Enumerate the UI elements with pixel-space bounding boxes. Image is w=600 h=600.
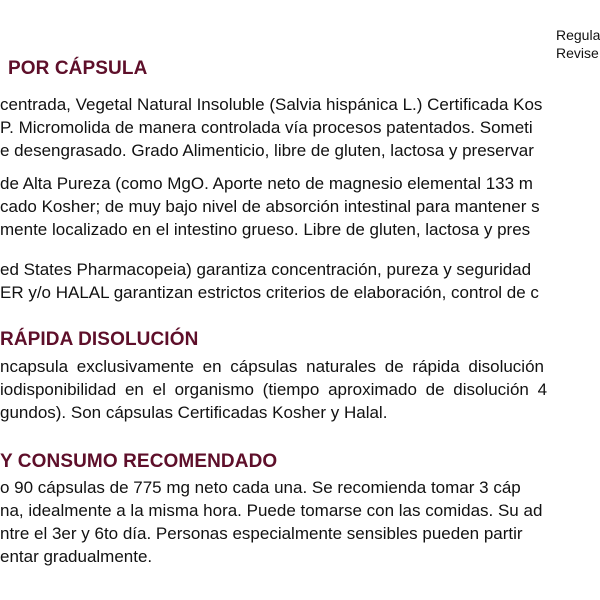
paragraph-line: o 90 cápsulas de 775 mg neto cada una. Se recomienda tomar 3 cáp [0,478,521,497]
paragraph-line: P. Micromolida de manera controlada vía procesos patentados. Someti [0,118,533,137]
paragraph-line: e desengrasado. Grado Alimenticio, libre de gluten, lactosa y preservar [0,141,534,160]
paragraph-line: ed States Pharmacopeia) garantiza concentración, pureza y seguridad [0,260,532,279]
section-heading-per-capsule: POR CÁPSULA [8,58,148,79]
paragraph-line: centrada, Vegetal Natural Insoluble (Salvia hispánica L.) Certificada Kos [0,95,543,114]
paragraph-line: iodisponibilidad en el organismo (tiempo aproximado de disolución 4 [0,380,548,399]
regulatory-note-line-2: Revise [556,45,599,61]
paragraph-line: na, idealmente a la misma hora. Puede tomarse con las comidas. Su ad [0,501,543,520]
section-heading-rapid-dissolution: RÁPIDA DISOLUCIÓN [0,329,199,350]
paragraph-line: ntre el 3er y 6to día. Personas especialmente sensibles pueden partir [0,524,523,543]
section-heading-recommended-consumption: Y CONSUMO RECOMENDADO [0,451,278,472]
regulatory-note-line-1: Regula [556,27,600,43]
paragraph-line: mente localizado en el intestino grueso. Libre de gluten, lactosa y pres [0,220,531,239]
paragraph-line: de Alta Pureza (como MgO. Aporte neto de magnesio elemental 133 m [0,174,533,193]
paragraph-line: ER y/o HALAL garantizan estrictos criterios de elaboración, control de c [0,283,539,302]
paragraph-line: cado Kosher; de muy bajo nivel de absorción intestinal para mantener s [0,197,540,216]
paragraph-line: ncapsula exclusivamente en cápsulas naturales de rápida disolución [0,357,544,376]
regulatory-note [556,26,600,62]
paragraph-line: entar gradualmente. [0,547,153,566]
paragraph-line: gundos). Son cápsulas Certificadas Kosher y Halal. [0,403,388,422]
